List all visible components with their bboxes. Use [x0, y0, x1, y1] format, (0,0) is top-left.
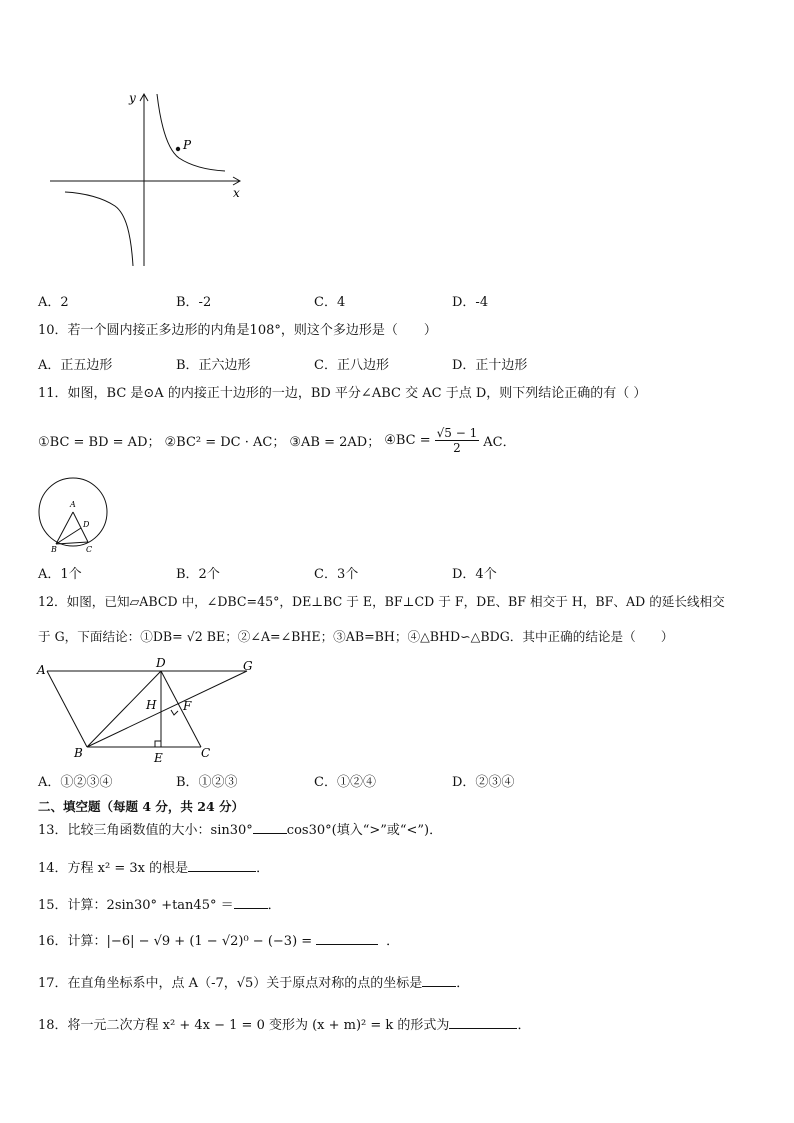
q10-option-b[interactable]: B．正六边形	[176, 358, 251, 373]
q11-fraction-numerator: √5 − 1	[436, 425, 478, 440]
q11-conclusions	[38, 422, 516, 458]
q17-text-before: 17．在直角坐标系中，点 A（-7，√5）关于原点对称的点的坐标是	[38, 976, 423, 991]
q15-answer-blank[interactable]	[234, 896, 268, 909]
q10-option-d[interactable]: D．正十边形	[452, 358, 528, 373]
q18-text-after: ．	[517, 1018, 531, 1033]
q12-stem-line-2: 于 G，下面结论：①DB= √2 BE；②∠A=∠BHE；③AB=BH；④△BHD∽△BDG．其中正确的结论是（ ）	[38, 629, 674, 644]
fig11-label-c: C	[86, 545, 93, 554]
q16-text-after: ．	[386, 934, 400, 949]
q14-text-before: 14．方程 x² = 3x 的根是	[38, 861, 189, 876]
q11-conclusion-4-lhs: ④BC =	[384, 432, 431, 448]
section-heading-fill-in: 二、填空题（每题 4 分，共 24 分）	[38, 799, 245, 814]
q17	[38, 974, 469, 993]
fig11-label-a: A	[70, 500, 76, 509]
q11-conclusion-4-rhs: AC．	[483, 434, 516, 450]
q11-conclusion-1: ①BC = BD = AD；	[38, 434, 161, 450]
q12-option-b[interactable]: B．①②③	[176, 775, 238, 790]
fig12-label-d: D	[156, 656, 166, 670]
graph-label-p: P	[183, 138, 192, 152]
q12-option-d[interactable]: D．②③④	[452, 775, 515, 790]
q16-answer-blank[interactable]	[316, 932, 378, 945]
q13-text-before: 13．比较三角函数值的大小：sin30°	[38, 823, 253, 838]
q11-conclusion-3: ③AB = 2AD；	[289, 434, 381, 450]
q12-option-c[interactable]: C．①②④	[314, 775, 376, 790]
q11-fraction-denominator: 2	[453, 440, 461, 455]
q15-text-before: 15．计算：2sin30° +tan45° ＝	[38, 898, 234, 913]
graph-label-x: x	[233, 186, 240, 200]
fig12-label-c: C	[201, 746, 211, 760]
q11-option-b[interactable]: B．2个	[176, 567, 220, 582]
q12-option-a[interactable]: A．①②③④	[38, 775, 113, 790]
fig12-label-a: A	[37, 663, 46, 677]
q13-answer-blank[interactable]	[253, 821, 287, 834]
q16-text-before: 16．计算：|−6| − √9 + (1 − √2)⁰ − (−3) =	[38, 934, 313, 949]
hyperbola-graph	[45, 88, 250, 270]
q15-text-after: ．	[267, 898, 281, 913]
q10-option-c[interactable]: C．正八边形	[314, 358, 389, 373]
q18-answer-blank[interactable]	[449, 1016, 517, 1029]
q18	[38, 1016, 530, 1035]
q11-stem: 11．如图，BC 是⊙A 的内接正十边形的一边，BD 平分∠ABC 交 AC 于点 D，则下列结论正确的有（ ）	[38, 386, 647, 401]
q11-conclusion-2: ②BC² = DC · AC；	[164, 434, 286, 450]
q9-option-b[interactable]: B．-2	[176, 295, 212, 310]
q13-text-after: cos30°(填入“>”或“<”)．	[286, 823, 443, 838]
q13	[38, 821, 442, 840]
q11-fraction	[435, 426, 480, 455]
q16	[38, 932, 399, 951]
fig12-label-e: E	[154, 751, 163, 765]
q18-text-before: 18．将一元二次方程 x² + 4x − 1 = 0 变形为 (x + m)² = k 的形式为	[38, 1018, 450, 1033]
q10-stem: 10．若一个圆内接正多边形的内角是108°，则这个多边形是（ ）	[38, 323, 437, 338]
fig12-label-f: F	[183, 699, 192, 713]
q11-option-a[interactable]: A．1个	[38, 567, 82, 582]
q17-answer-blank[interactable]	[422, 974, 456, 987]
fig12-label-h: H	[146, 698, 157, 712]
q14	[38, 859, 269, 878]
q14-answer-blank[interactable]	[188, 859, 256, 872]
graph-label-y: y	[129, 91, 136, 105]
fig12-label-b: B	[74, 746, 83, 760]
q9-option-c[interactable]: C．4	[314, 295, 346, 310]
q9-option-a[interactable]: A．2	[38, 295, 69, 310]
circle-decagon-figure	[36, 476, 112, 556]
q11-option-d[interactable]: D．4个	[452, 567, 497, 582]
q14-text-after: ．	[256, 861, 270, 876]
q17-text-after: ．	[456, 976, 470, 991]
fig11-label-b: B	[51, 545, 57, 554]
q12-stem-line-1: 12．如图，已知▱ABCD 中，∠DBC=45°，DE⊥BC 于 E，BF⊥CD 于 F，DE、BF 相交于 H，BF、AD 的延长线相交	[38, 594, 725, 609]
fig12-label-g: G	[243, 659, 253, 673]
q15	[38, 896, 281, 915]
parallelogram-figure	[34, 656, 270, 768]
q10-option-a[interactable]: A．正五边形	[38, 358, 113, 373]
q11-option-c[interactable]: C．3个	[314, 567, 359, 582]
q9-option-d[interactable]: D．-4	[452, 295, 489, 310]
fig11-label-d: D	[83, 520, 90, 529]
